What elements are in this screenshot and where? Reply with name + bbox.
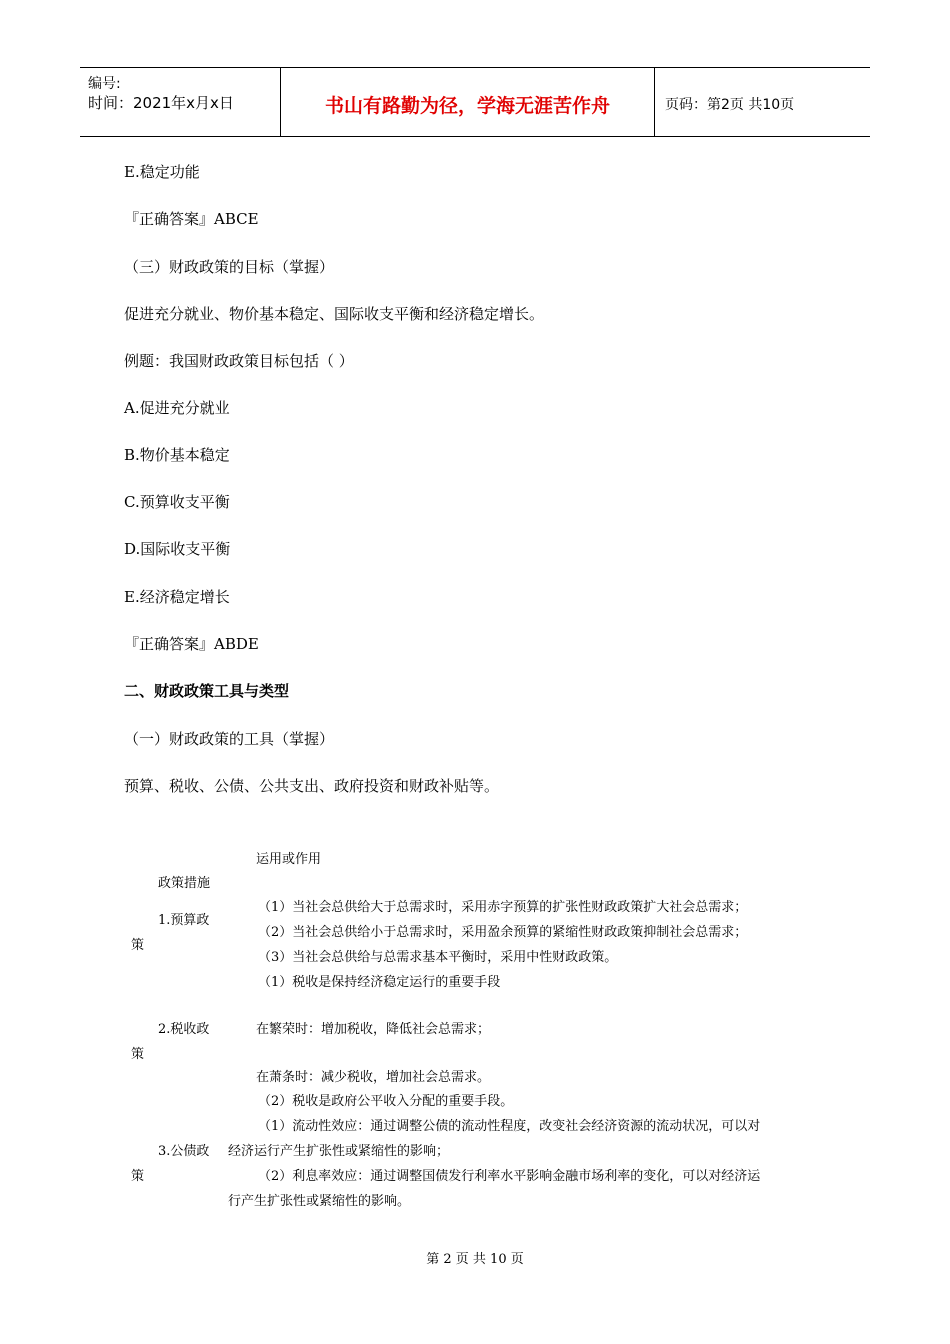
answer-line-2: 『正确答案』ABDE (124, 635, 259, 653)
debt-liquidity-line-2: 经济运行产生扩张性或紧缩性的影响； (228, 1144, 450, 1159)
header-page-number: 页码：第2页 共10页 (665, 97, 795, 113)
option-e-stability: E.稳定功能 (124, 163, 200, 181)
document-number-label: 编号: (88, 76, 121, 92)
tax-boom: 在繁荣时：增加税收，降低社会总需求； (256, 1022, 491, 1037)
goals-text: 促进充分就业、物价基本稳定、国际收支平衡和经济稳定增长。 (124, 305, 545, 323)
header-motto: 书山有路勤为径，学海无涯苦作舟 (324, 95, 610, 117)
row-debt-label: 3.公债政 (158, 1144, 210, 1159)
tools-text: 预算、税收、公债、公共支出、政府投资和财政补贴等。 (124, 777, 500, 795)
header-meta-cell (80, 68, 280, 136)
header-page-cell (655, 68, 870, 136)
debt-rate-line-1: （2）利息率效应：通过调整国债发行利率水平影响金融市场利率的变化，可以对经济运 (258, 1169, 761, 1184)
answer-line-1: 『正确答案』ABCE (124, 210, 259, 228)
tax-item-1: （1）税收是保持经济稳定运行的重要手段 (258, 975, 501, 990)
section-heading-tools-types: 二、财政政策工具与类型 (124, 682, 290, 700)
page-header (80, 67, 870, 137)
example-question: 例题：我国财政政策目标包括（ ） (124, 352, 354, 370)
section-heading-tools: （一）财政政策的工具（掌握） (124, 730, 335, 748)
tax-item-2: （2）税收是政府公平收入分配的重要手段。 (258, 1094, 514, 1109)
option-d: D.国际收支平衡 (124, 540, 231, 558)
option-e: E.经济稳定增长 (124, 588, 230, 606)
option-a: A.促进充分就业 (124, 399, 230, 417)
page-footer: 第 2 页 共 10 页 (426, 1252, 524, 1267)
row-tax-label-cont: 策 (131, 1047, 145, 1062)
row-tax-label: 2.税收政 (158, 1022, 210, 1037)
table-header-effect: 运用或作用 (256, 852, 322, 867)
debt-liquidity-line-1: （1）流动性效应：通过调整公债的流动性程度，改变社会经济资源的流动状况，可以对 (258, 1119, 761, 1134)
budget-item-3: （3）当社会总供给与总需求基本平衡时，采用中性财政政策。 (258, 950, 618, 965)
tax-recession: 在萧条时：减少税收，增加社会总需求。 (256, 1070, 491, 1085)
budget-item-1: （1）当社会总供给大于总需求时，采用赤字预算的扩张性财政政策扩大社会总需求； (258, 900, 748, 915)
row-budget-label: 1.预算政 (158, 913, 210, 928)
row-budget-label-cont: 策 (131, 938, 145, 953)
document-time-label: 时间：2021年x月x日 (88, 94, 234, 112)
budget-item-2: （2）当社会总供给小于总需求时，采用盈余预算的紧缩性财政政策抑制社会总需求； (258, 925, 748, 940)
debt-rate-line-2: 行产生扩张性或紧缩性的影响。 (228, 1194, 411, 1209)
option-c: C.预算收支平衡 (124, 493, 230, 511)
row-debt-label-cont: 策 (131, 1169, 145, 1184)
table-header-measure: 政策措施 (158, 876, 211, 891)
section-heading-goals: （三）财政政策的目标（掌握） (124, 258, 335, 276)
option-b: B.物价基本稳定 (124, 446, 230, 464)
header-motto-cell (280, 68, 655, 136)
